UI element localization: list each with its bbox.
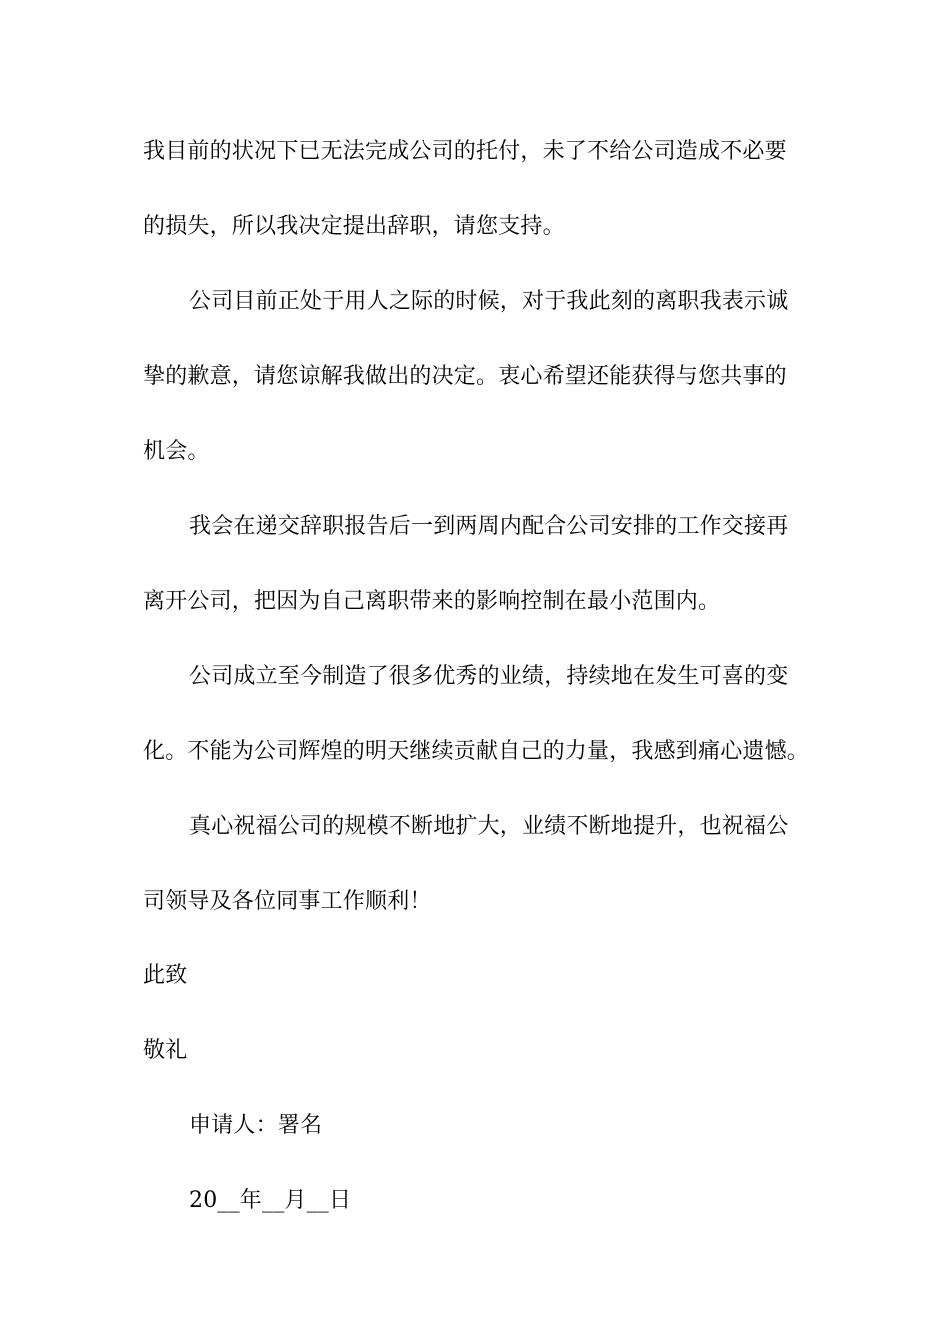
paragraph-3-line-1: 我会在递交辞职报告后一到两周内配合公司安排的工作交接再 — [189, 514, 789, 539]
paragraph-5-line-1: 真心祝福公司的规模不断地扩大，业绩不断地提升，也祝福公 — [189, 814, 789, 839]
signature-line: 申请人：署名 — [189, 1113, 323, 1138]
paragraph-2-line-2: 挚的歉意，请您谅解我做出的决定。衷心希望还能获得与您共事的 — [143, 364, 787, 389]
paragraph-1-line-1: 我目前的状况下已无法完成公司的托付，未了不给公司造成不必要 — [143, 139, 787, 164]
date-line: 20__年__月__日 — [189, 1188, 352, 1213]
paragraph-4-line-1: 公司成立至今制造了很多优秀的业绩，持续地在发生可喜的变 — [189, 664, 789, 689]
paragraph-2-line-1: 公司目前正处于用人之际的时候，对于我此刻的离职我表示诚 — [189, 289, 789, 314]
paragraph-1-line-2: 的损失，所以我决定提出辞职，请您支持。 — [143, 214, 565, 239]
paragraph-4-line-2: 化。不能为公司辉煌的明天继续贡献自己的力量，我感到痛心遗憾。 — [143, 739, 810, 764]
closing-regards: 敬礼 — [143, 1038, 188, 1063]
paragraph-2-line-3: 机会。 — [143, 439, 210, 464]
paragraph-3-line-2: 离开公司，把因为自己离职带来的影响控制在最小范围内。 — [143, 589, 721, 614]
closing-salutation: 此致 — [143, 963, 188, 988]
paragraph-5-line-2: 司领导及各位同事工作顺利！ — [143, 889, 432, 914]
